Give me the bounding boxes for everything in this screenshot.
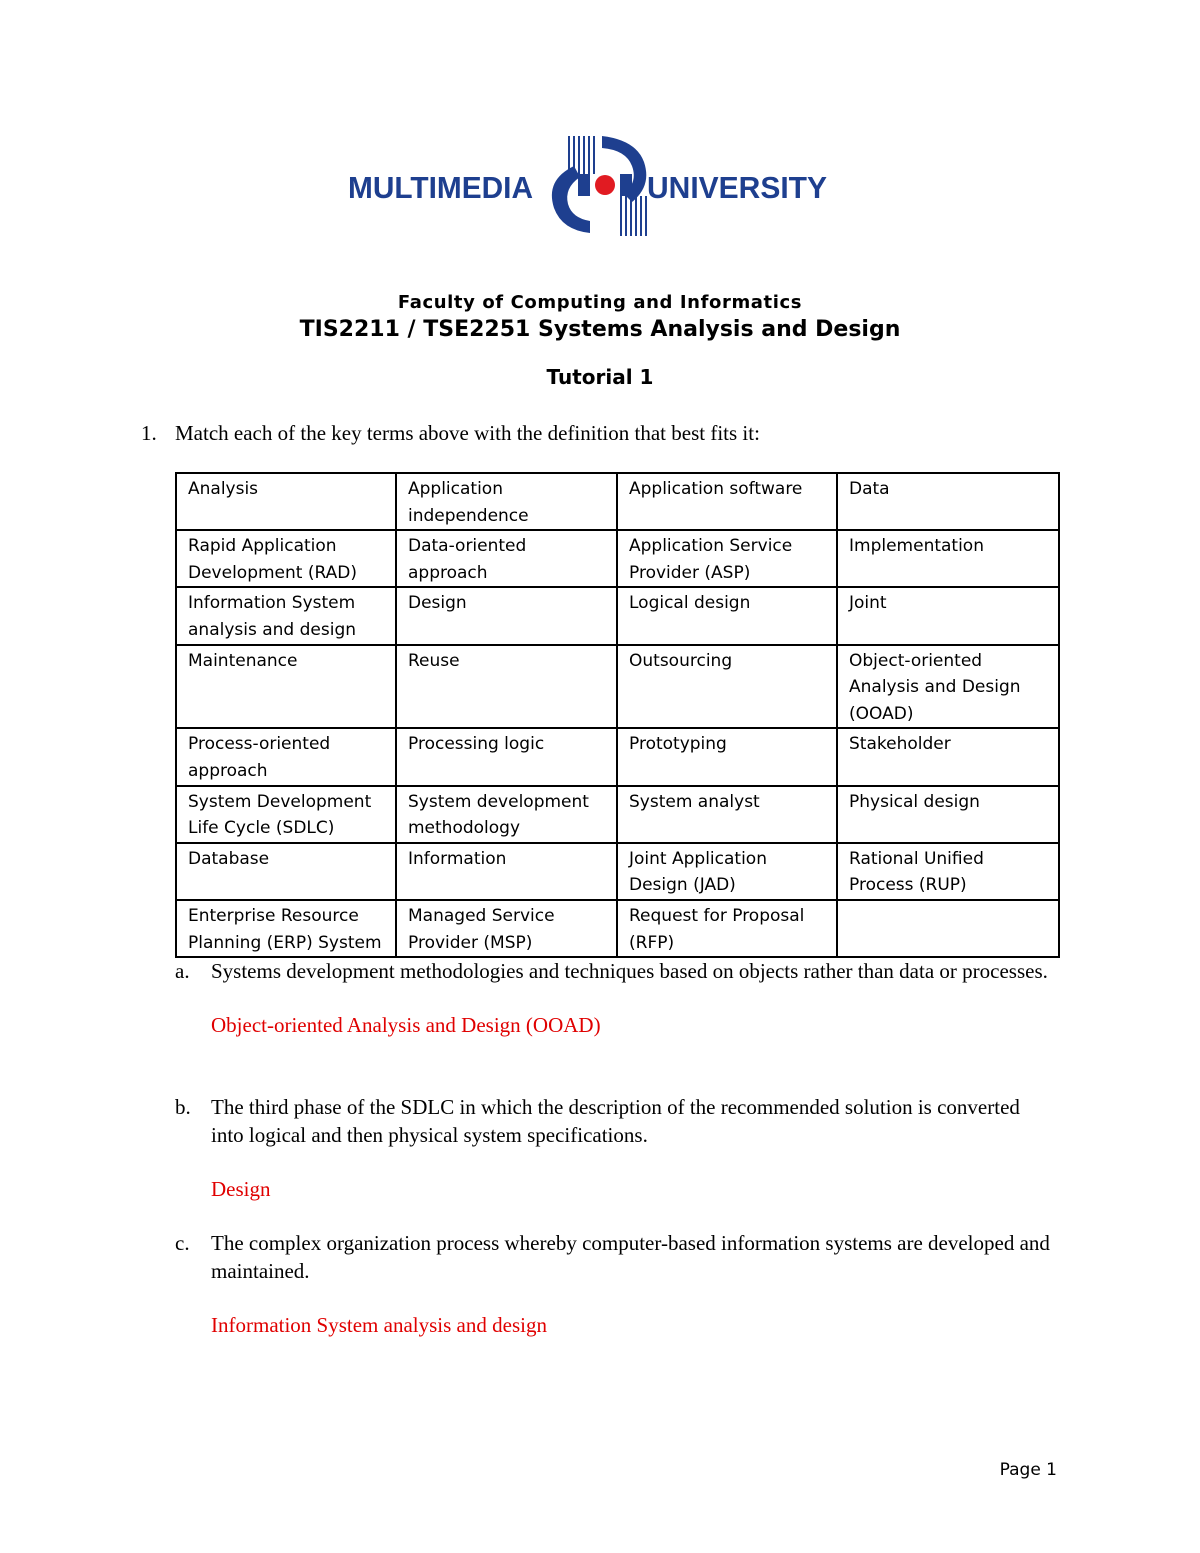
table-row xyxy=(176,900,1059,957)
table-cell: Application independence xyxy=(396,473,617,530)
table-cell: Joint Application Design (JAD) xyxy=(617,843,837,900)
table-row xyxy=(176,843,1059,900)
logo-text-right: UNIVERSITY xyxy=(647,170,828,205)
table-cell: Stakeholder xyxy=(837,728,1059,785)
table-cell: Rational Unified Process (RUP) xyxy=(837,843,1059,900)
table-cell: Processing logic xyxy=(396,728,617,785)
table-cell: Maintenance xyxy=(176,645,396,729)
table-cell: Information System analysis and design xyxy=(176,587,396,644)
logo-emblem xyxy=(552,136,647,236)
subquestion-letter: b. xyxy=(175,1095,191,1119)
table-cell-empty xyxy=(837,900,1059,957)
table-cell: Object-oriented Analysis and Design (OOAD) xyxy=(837,645,1059,729)
table-row xyxy=(176,530,1059,587)
table-row xyxy=(176,473,1059,530)
table-cell: Application software xyxy=(617,473,837,530)
subquestion-text: The third phase of the SDLC in which the description of the recommended solution is converted into logical and then physical system specifications. xyxy=(211,1095,1020,1147)
subquestion-letter: c. xyxy=(175,1231,190,1255)
table-cell: Request for Proposal (RFP) xyxy=(617,900,837,957)
table-cell: Database xyxy=(176,843,396,900)
table-row xyxy=(176,587,1059,644)
course-title: TIS2211 / TSE2251 Systems Analysis and Design xyxy=(299,317,901,342)
table-cell: Managed Service Provider (MSP) xyxy=(396,900,617,957)
question-number: 1. xyxy=(141,421,157,445)
table-cell: Prototyping xyxy=(617,728,837,785)
table-cell: System development methodology xyxy=(396,786,617,843)
table-row xyxy=(176,786,1059,843)
page-number: Page 1 xyxy=(999,1460,1057,1480)
subquestion-text: The complex organization process whereby computer-based information systems are developed and maintained. xyxy=(211,1231,1050,1283)
subquestion-letter: a. xyxy=(175,959,190,983)
table-cell: Implementation xyxy=(837,530,1059,587)
subquestion-answer: Information System analysis and design xyxy=(211,1313,547,1337)
table-row xyxy=(176,645,1059,729)
key-terms-table xyxy=(175,472,1060,958)
table-row xyxy=(176,728,1059,785)
table-cell: System Development Life Cycle (SDLC) xyxy=(176,786,396,843)
table-cell: Joint xyxy=(837,587,1059,644)
table-cell: Application Service Provider (ASP) xyxy=(617,530,837,587)
subquestion-answer: Object-oriented Analysis and Design (OOAD) xyxy=(211,1013,601,1037)
table-cell: Analysis xyxy=(176,473,396,530)
table-cell: Data-oriented approach xyxy=(396,530,617,587)
question-text: Match each of the key terms above with the definition that best fits it: xyxy=(175,421,760,445)
subquestion-c xyxy=(175,1229,1055,1339)
university-logo xyxy=(340,130,840,242)
table-cell: Reuse xyxy=(396,645,617,729)
subquestion-text: Systems development methodologies and techniques based on objects rather than data or processes. xyxy=(211,959,1048,983)
table-cell: Design xyxy=(396,587,617,644)
table-cell: Information xyxy=(396,843,617,900)
table-cell: Physical design xyxy=(837,786,1059,843)
tutorial-title: Tutorial 1 xyxy=(546,365,654,389)
table-cell: Enterprise Resource Planning (ERP) System xyxy=(176,900,396,957)
table-cell: Outsourcing xyxy=(617,645,837,729)
table-cell: System analyst xyxy=(617,786,837,843)
table-cell: Rapid Application Development (RAD) xyxy=(176,530,396,587)
table-cell: Data xyxy=(837,473,1059,530)
table-cell: Process-oriented approach xyxy=(176,728,396,785)
subquestion-answer: Design xyxy=(211,1177,271,1201)
question-1 xyxy=(141,419,760,447)
subquestion-b xyxy=(175,1093,1055,1203)
subquestion-a xyxy=(175,957,1055,1039)
logo-text-left: MULTIMEDIA xyxy=(348,170,533,205)
faculty-title: Faculty of Computing and Informatics xyxy=(397,292,803,313)
table-cell: Logical design xyxy=(617,587,837,644)
